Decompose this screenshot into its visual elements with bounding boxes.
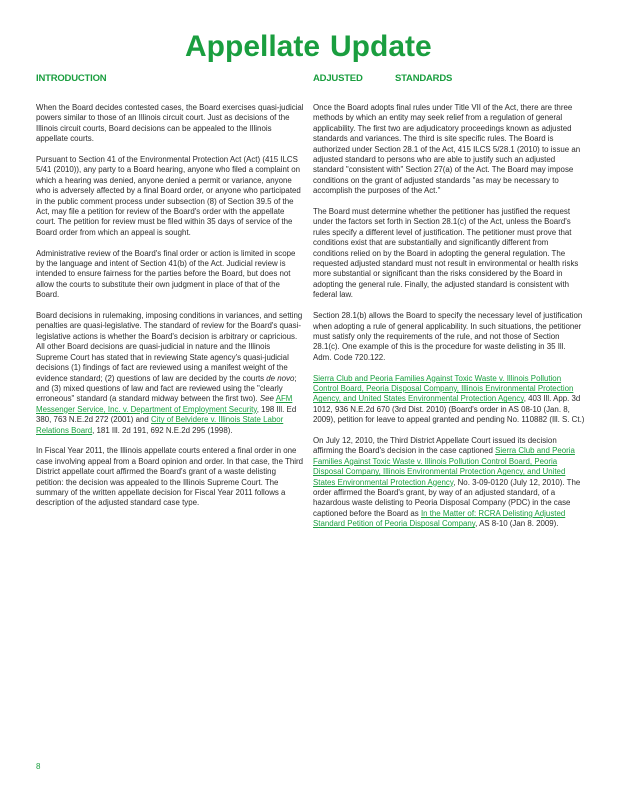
right-column (313, 103, 585, 540)
case-link-afm-messenger[interactable]: AFM Messenger Service, Inc. v. Department of Employment Security (36, 394, 293, 414)
heading-adjusted: ADJUSTED (313, 73, 363, 84)
see-signal: See (259, 394, 274, 404)
page-title (0, 30, 618, 66)
title-word-appellate: Appellate (185, 30, 321, 63)
case-link-city-of-belvidere[interactable]: City of Belvidere v. Illinois State Labor Relations Board (36, 415, 284, 435)
case-link-rcra-delisting[interactable]: In the Matter of: RCRA Delisting Adjusted Standard Petition of Peoria Disposal Company (313, 508, 566, 529)
left-column (36, 103, 304, 519)
adjusted-paragraph-2: The Board must determine whether the petitioner has justified the request under the factors set forth in Section 28.1(c) of the Act, unless the Board's rules specify a different level of justification. The petitioner must prove that conditions exist that are substantially and significantly different from conditions relied on by the Board in adopting the general regulation. The requested adjusted standard must not result in environmental or health risks more substantial or significant than the risks considered by the Board in adopting the general rule. Finally, the adjusted standard is consistent with federal law. (313, 207, 579, 300)
adjusted-paragraph-1: Once the Board adopts final rules under Title VII of the Act, there are three methods by which an entity may seek relief from a regulation of general applicability. The first two are adjudicatory proceedings known as adjusted standards and variances. The third is site specific rules. The Board is authorized under Section 28.1 of the Act, 415 ILCS 5/28.1 (2010) to issue an adjusted standard to persons who are able to justify such an adjusted standard "consistent with" Section 27(a) of the Act. The Board may impose conditions on the grant of adjusted standards "as may be necessary to accomplish the purposes of the Act." (313, 103, 581, 196)
intro-paragraph-3: Administrative review of the Board's final order or action is limited in scope by the language and intent of Section 41(b) of the Act. Judicial review is intended to ensure fairness for the parties before the Board, but does not allow the courts to substitute their own judgment in place of that of the Board. (36, 248, 296, 300)
intro-paragraph-1: When the Board decides contested cases, the Board exercises quasi-judicial powers similar to those of an Illinois circuit court. Just as decisions of the Illinois circuit courts, Board decisions can be appealed to the Illinois appellate courts. (36, 103, 304, 144)
case-link-sierra-club-caption[interactable]: Sierra Club and Peoria Families Against Toxic Waste v. Illinois Pollution Control Board, Peoria Disposal Company, Illinois Environmental Protection Agency, and United States Environmental Protection Agency (313, 446, 575, 487)
title-word-update: Update (330, 30, 432, 63)
case-summary-paragraph: On July 12, 2010, the Third District Appellate Court issued its decision affirming the Board's decision in the case captioned Sierra Club and Peoria Families Against Toxic Waste v. Illinois Pollution Control Board, Peoria Disposal Company, Illinois Environmental Protection Agency, and United States Environmental Protection Agency, No. 3-09-0120 (July 12, 2010). The order affirmed the Board's grant, by way of an adjusted standard, of a hazardous waste delisting to Peoria Disposal Company (PDC) in the case captioned before the Board as In the Matter of: RCRA Delisting Adjusted Standard Petition of Peoria Disposal Company, AS 8-10 (Jan 8. 2009). (313, 435, 581, 529)
case-citation: Sierra Club and Peoria Families Against Toxic Waste v. Illinois Pollution Control Board, Peoria Disposal Company, Illinois Environmental Protection Agency, and United States Environmental Protection Agency, 403 Ill. App. 3d 1012, 936 N.E.2d 670 (3rd Dist. 2010) (Board's order in AS 08-10 (Jan. 8, 2009), petition for leave to appeal granted and pending No. 110882 (Ill. S. Ct.) (313, 373, 585, 425)
intro-paragraph-5: In Fiscal Year 2011, the Illinois appellate courts entered a final order in one case involving appeal from a Board opinion and order. In that case, the Third District appellate court affirmed the Board's grant of a waste delisting petition: the decision was appealed to the Illinois Supreme Court. The summary of the written appellate decision for Fiscal Year 2011 follows a description of the adjusted standard case type. (36, 446, 303, 508)
page-number: 8 (36, 762, 41, 771)
intro-paragraph-4: Board decisions in rulemaking, imposing conditions in variances, and setting penalties are quasi-legislative. The standard of review for the Board's quasi-legislative actions is whether the Board's decision is arbitrary or capricious. All other Board decisions are quasi-judicial in nature and the Illinois Supreme Court has stated that in reviewing State agency's quasi-judicial decisions (1) findings of fact are reviewed using a manifest weight of the evidence standard; (2) questions of law are decided by the courts de novo; and (3) mixed questions of law and fact are reviewed using the "clearly erroneous" standard (a standard midway between the first two). See AFM Messenger Service, Inc. v. Department of Employment Security, 198 Ill. Ed 380, 763 N.E.2d 272 (2001) and City of Belvidere v. Illinois State Labor Relations Board, 181 Ill. 2d 191, 692 N.E.2d 295 (1998). (36, 311, 303, 435)
de-novo-text: de novo (266, 373, 295, 383)
intro-paragraph-2: Pursuant to Section 41 of the Environmental Protection Act (Act) (415 ILCS 5/41 (2010)), any party to a Board hearing, anyone who filed a complaint on which a hearing was denied, anyone denied a permit or variance, anyone who is adversely affected by a final Board order, or anyone who participated in the public comment process under subsection (8) of Section 39.5 of the Act, may file a petition for review of the Board's order with the appellate court. The petition for review must be filed within 35 days of service of the Board order from which an appeal is sought. (36, 155, 301, 237)
case-link-sierra-club[interactable]: Sierra Club and Peoria Families Against Toxic Waste v. Illinois Pollution Control Board, Peoria Disposal Company, Illinois Environmental Protection Agency, and United States Environmental Protection Agency (313, 373, 574, 404)
heading-standards: STANDARDS (395, 73, 453, 84)
adjusted-paragraph-3: Section 28.1(b) allows the Board to specify the necessary level of justification when adopting a rule of general applicability. In such situations, the petitioner must satisfy only the requirements of the rule, and not those of Section 28.1(c). One example of this is the procedure for waste delisting in 35 Ill. Adm. Code 720.122. (313, 311, 583, 362)
